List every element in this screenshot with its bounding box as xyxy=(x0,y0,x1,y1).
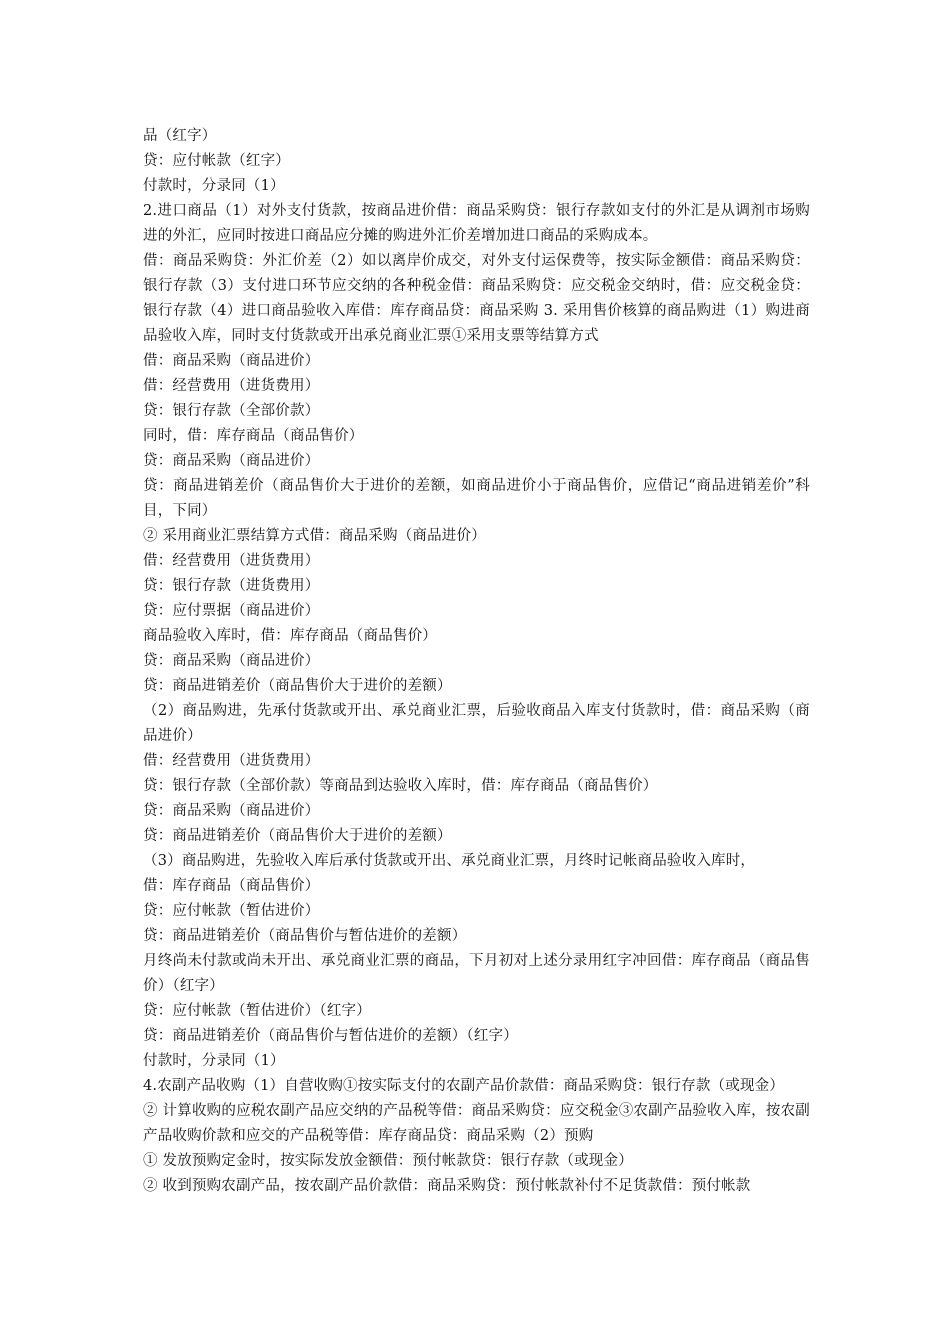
paragraph: 贷：银行存款（进货费用） xyxy=(143,578,320,594)
paragraph: 贷：商品进销差价（商品售价与暂估进价的差额） xyxy=(143,928,467,944)
paragraph: 借：经营费用（进货费用） xyxy=(143,753,320,769)
paragraph: （2）商品购进，先承付货款或开出、承兑商业汇票，后验收商品入库支付货款时，借：商品采购（商品进价） xyxy=(143,703,810,744)
paragraph: 付款时，分录同（1） xyxy=(143,1053,285,1069)
paragraph: 贷：商品进销差价（商品售价大于进价的差额） xyxy=(143,678,452,694)
paragraph: （3）商品购进，先验收入库后承付货款或开出、承兑商业汇票，月终时记帐商品验收入库时， xyxy=(143,853,756,869)
paragraph: 借：库存商品（商品售价） xyxy=(143,878,320,894)
paragraph: 4.农副产品收购（1）自营收购①按实际支付的农副产品价款借：商品采购贷：银行存款（或现金） xyxy=(143,1078,785,1094)
paragraph: 月终尚未付款或尚未开出、承兑商业汇票的商品，下月初对上述分录用红字冲回借：库存商品（商品售价）（红字） xyxy=(143,953,810,994)
paragraph: 贷：商品进销差价（商品售价与暂估进价的差额）（红字） xyxy=(143,1028,518,1044)
paragraph: 品（红字） xyxy=(143,128,217,144)
paragraph: 贷：商品采购（商品进价） xyxy=(143,653,320,669)
paragraph: 付款时，分录同（1） xyxy=(143,178,285,194)
paragraph: 贷：应付帐款（红字） xyxy=(143,153,290,169)
paragraph: 贷：商品进销差价（商品售价大于进价的差额，如商品进价小于商品售价，应借记“商品进销差价”科目，下同） xyxy=(143,478,810,519)
paragraph: 贷：商品进销差价（商品售价大于进价的差额） xyxy=(143,828,452,844)
paragraph: 贷：银行存款（全部价款） xyxy=(143,403,320,419)
document-body xyxy=(143,124,810,1199)
paragraph: 借：商品采购贷：外汇价差（2）如以离岸价成交，对外支付运保费等，按实际金额借：商品采购贷：银行存款（3）支付进口环节应交纳的各种税金借：商品采购贷：应交税金交纳时，借：应交税金贷：银行存款（4）进口商品验收入库借：库存商品贷：商品采购 3. 采用售价核算的商品购进（1）购进商品验收入库，同时支付货款或开出承兑商业汇票①采用支票等结算方式 xyxy=(143,253,810,344)
paragraph: 借：经营费用（进货费用） xyxy=(143,378,320,394)
paragraph: ② 计算收购的应税农副产品应交纳的产品税等借：商品采购贷：应交税金③农副产品验收入库，按农副产品收购价款和应交的产品税等借：库存商品贷：商品采购（2）预购 xyxy=(143,1103,810,1144)
paragraph: 贷：商品采购（商品进价） xyxy=(143,453,320,469)
paragraph: 贷：应付帐款（暂估进价） xyxy=(143,903,320,919)
paragraph: ② 采用商业汇票结算方式借：商品采购（商品进价） xyxy=(143,528,486,544)
paragraph: 贷：应付票据（商品进价） xyxy=(143,603,320,619)
paragraph: 借：经营费用（进货费用） xyxy=(143,553,320,569)
paragraph: 同时，借：库存商品（商品售价） xyxy=(143,428,364,444)
paragraph: 贷：应付帐款（暂估进价）（红字） xyxy=(143,1003,371,1019)
paragraph: ① 发放预购定金时，按实际发放金额借：预付帐款贷：银行存款（或现金） xyxy=(143,1153,633,1169)
paragraph: 2.进口商品（1）对外支付货款，按商品进价借：商品采购贷：银行存款如支付的外汇是从调剂市场购进的外汇，应同时按进口商品应分摊的购进外汇价差增加进口商品的采购成本。 xyxy=(143,203,810,244)
paragraph: ② 收到预购农副产品，按农副产品价款借：商品采购贷：预付帐款补付不足货款借：预付帐款 xyxy=(143,1178,751,1194)
paragraph: 贷：银行存款（全部价款）等商品到达验收入库时，借：库存商品（商品售价） xyxy=(143,778,658,794)
paragraph: 贷：商品采购（商品进价） xyxy=(143,803,320,819)
paragraph: 借：商品采购（商品进价） xyxy=(143,353,320,369)
paragraph: 商品验收入库时，借：库存商品（商品售价） xyxy=(143,628,437,644)
